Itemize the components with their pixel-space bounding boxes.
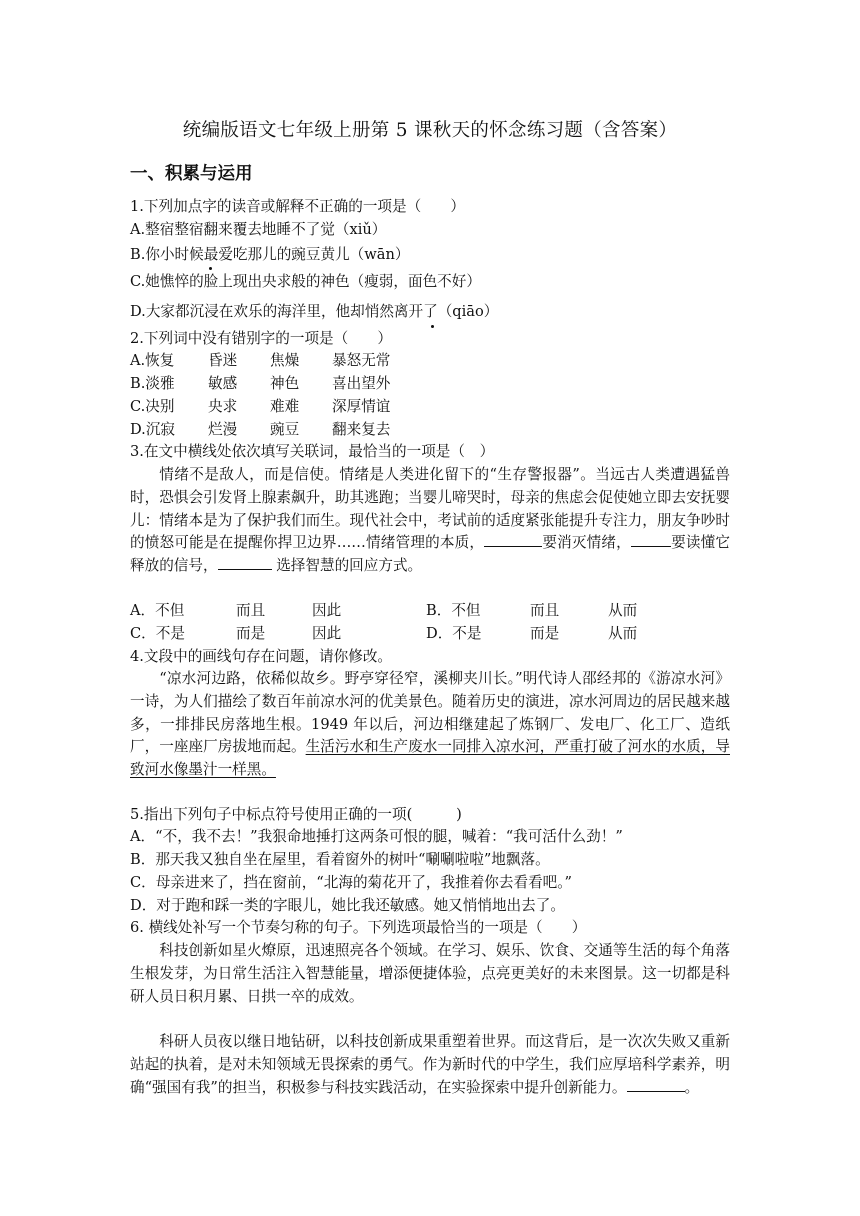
document-title: 统编版语文七年级上册第 5 课秋天的怀念练习题（含答案） [182,120,678,141]
underlined-sentence: 生活污水和生产废水一同排入凉水河，严重打破了河水的水质，导致河水像墨汁一样黑。 [130,738,730,779]
question-1-option-a: A.整宿整宿翻来覆去地睡不了觉（xiǔ） [130,221,387,238]
question-5-option-a: A．“不，我不去！”我狠命地捶打这两条可恨的腿，喊着：“我可活什么劲！” [130,828,623,845]
question-2-stem: 2.下列词中没有错别字的一项是（ ） [130,330,393,347]
option-word: B.淡雅 [130,375,175,392]
option-word: 而且 [530,602,560,619]
option-word: 烂漫 [208,421,238,438]
option-word: 难难 [270,398,300,415]
passage-text: 要读懂它释放的信号， [130,534,730,575]
question-1-option-c: C.她憔悴的脸上现出央求般的神色（瘦弱，面色不好） [130,273,481,290]
fill-blank-1[interactable] [484,532,542,547]
option-word: 而是 [530,625,560,642]
question-5-option-b: B．那天我又独自坐在屋里，看着窗外的树叶“唰唰啦啦”地飘落。 [130,851,550,868]
option-word: A．不但 [130,602,185,619]
option-word: 从而 [608,602,638,619]
option-word: 暴怒无常 [332,352,391,369]
option-word: 因此 [312,602,342,619]
passage-text: 。 [684,1078,700,1096]
option-word: B．不但 [426,602,481,619]
option-word: 敏感 [208,375,238,392]
question-5-option-c: C．母亲进来了，挡在窗前，“北海的菊花开了，我推着你去看看吧。” [130,874,573,891]
option-word: 焦燥 [270,352,300,369]
passage-text: 情绪不是敌人，而是信使。情绪是人类进化留下的“生存警报器”。当远古人类遭遇猛兽时，恐惧会引发肾上腺素飙升，助其逃跑；当婴儿啼哭时，母亲的焦虑会促使她立即去安抚婴儿：情绪本是为了保护我们而生。现代社会中，考试前的适度紧张能提升专注力，朋友争吵时的愤怒可能是在提醒你捍卫边界……情绪管理的本质， [130,466,730,552]
option-word: 而是 [236,625,266,642]
passage-text: “凉水河边路，依稀似故乡。野亭穿径窄，溪柳夹川长。”明代诗人邵经邦的《游凉水河》 一诗，为人们描绘了数百年前凉水河的优美景色。随着历史的演进，凉水河周边的居民越来越多，一排排民房落地生根。1949 年以后，河边相继建起了炼钢厂、发电厂、化工厂、造纸厂，一座座厂房拔地而起。 [130,670,730,756]
question-1-option-b: B.你小时候最爱吃那儿的豌豆黄儿（wān） [130,246,410,263]
fill-blank-2[interactable] [631,532,671,547]
question-6-passage-1: 科技创新如星火燎原，迅速照亮各个领域。在学习、娱乐、饮食、交通等生活的每个角落生根发芽，为日常生活注入智慧能量，增添便捷体验，点亮更美好的未来图景。这一切都是科研人员日积月累、日拱一卒的成效。 [130,942,730,1005]
emphasis-dot [431,325,434,328]
question-6-stem: 6. 横线处补写一个节奏匀称的句子。下列选项最恰当的一项是（ ） [130,919,587,936]
option-word: 豌豆 [270,421,300,438]
option-word: D．不是 [426,625,482,642]
option-word: 而且 [236,602,266,619]
fill-blank-3[interactable] [218,555,272,570]
passage-text: 选择智慧的回应方式。 [271,557,423,575]
question-3-passage [130,464,730,578]
emphasis-dot [209,267,212,270]
question-5-option-d: D．对于跑和踩一类的字眼儿，她比我还敏感。她又悄悄地出去了。 [130,897,565,914]
option-word: 因此 [312,625,342,642]
option-word: D.沉寂 [130,421,176,438]
fill-blank[interactable] [627,1077,685,1092]
option-word: 喜出望外 [332,375,391,392]
option-word: 昏迷 [208,352,238,369]
question-4-passage [130,668,730,782]
question-3-stem: 3.在文中横线处依次填写关联词，最恰当的一项是（ ） [130,443,495,460]
option-word: 翻来复去 [332,421,391,438]
section-heading: 一、积累与运用 [130,164,253,184]
passage-text: 要消灭情绪， [542,534,631,552]
question-5-stem: 5.指出下列句子中标点符号使用正确的一项( ) [130,806,462,823]
option-word: 神色 [270,375,300,392]
option-word: C.决别 [130,398,175,415]
question-1-stem: 1.下列加点字的读音或解释不正确的一项是（ ） [130,198,465,215]
question-6-passage-2 [130,1031,730,1099]
option-word: 从而 [608,625,638,642]
option-word: A.恢复 [130,352,175,369]
option-word: C．不是 [130,625,185,642]
question-1-option-d: D.大家都沉浸在欢乐的海洋里，他却悄然离开了（qiāo） [130,303,499,320]
passage-text: 科研人员夜以继日地钻研，以科技创新成果重塑着世界。而这背后，是一次次失败又重新站起的执着，是对未知领域无畏探索的勇气。作为新时代的中学生，我们应厚培科学素养，明确“强国有我”的担当，积极参与科技实践活动，在实验探索中提升创新能力。 [130,1033,730,1096]
option-word: 央求 [208,398,238,415]
option-word: 深厚情谊 [332,398,391,415]
question-4-stem: 4.文段中的画线句存在问题，请你修改。 [130,648,393,665]
